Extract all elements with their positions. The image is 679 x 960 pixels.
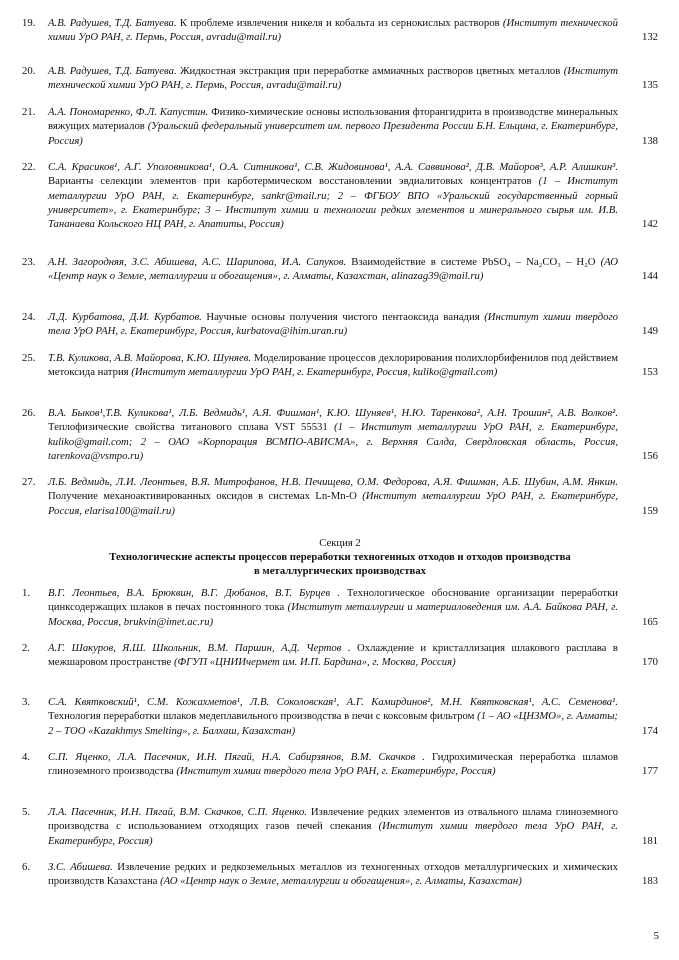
toc-entry-21 [22, 105, 658, 148]
entry-title: Технология переработки шлаков медеплавильного производства в печи с коксовым фильтром [48, 710, 478, 723]
entry-title: Теплофизические свойства титанового сплава VST 55531 [48, 421, 335, 434]
entry-authors: А.Г. Шакуров, Я.Ш. Школьник, В.М. Паршин, А.Д. Чертов . [48, 642, 351, 654]
toc-entry-19 [22, 16, 658, 45]
entry-page: 170 [641, 656, 658, 669]
entry-number: 25. [22, 352, 36, 364]
entry-affiliation: (АО «Центр наук о Земле, металлургии и обогащения», г. Алматы, Казахстан) [160, 875, 522, 888]
entry-affiliation: (Институт химии твердого тела УрО РАН, г. Екатеринбург, Россия) [48, 820, 618, 847]
entry-affiliation: (1 – Институт металлургии УрО РАН, г. Екатеринбург, sankr@mail.ru; 2 – ФГБОУ ВПО «Уральский государственный горный университет», г. Екатеринбург; 3 – Институт химии и технологии редких элементов и минерального сырья им. И.В. Тананаева Кольского НЦ РАН, г. Апатиты, Россия) [48, 175, 618, 231]
entry-number: 1. [22, 587, 31, 599]
entry-affiliation: (1 – Институт металлургии УрО РАН, г. Екатеринбург, kuliko@gmail.com; 2 – ОАО «Корпорация ВСМПО-АВИСМА», г. Верхняя Салда, Свердловская область, Россия, tarenkova@vsmpo.ru) [48, 421, 619, 462]
entry-authors: С.П. Яценко, Л.А. Пасечник, И.Н. Пягай, Н.А. Сабирзянов, В.М. Скачков . [48, 751, 425, 763]
entry-title: Взаимодействие в системе PbSO₄ – Na₂CO₃ – H₂O [346, 256, 601, 268]
entry-page: 183 [641, 875, 658, 888]
entry-title: Моделирование процессов дехлорирования полихлорбифенилов под действием метоксида натрия [48, 352, 618, 379]
entry-number: 23. [22, 256, 36, 268]
entry-title: Извлечение редких элементов из отвального шлама глиноземного производства с использованием отходящих газов печей спекания [48, 806, 618, 833]
entry-authors: Т.В. Куликова, А.В. Майорова, К.Ю. Шуняев. [48, 352, 252, 364]
toc-entry-s2-6 [22, 860, 658, 889]
entry-page: 138 [641, 134, 658, 147]
entry-page: 159 [641, 504, 658, 517]
entry-page: 174 [641, 724, 658, 737]
toc-entry-27 [22, 475, 658, 518]
entry-affiliation: (1 – АО «ЦНЗМО», г. Алматы; 2 – ТОО «Kazakhmys Smelting», г. Балхаш, Казахстан) [48, 710, 618, 737]
entry-page: 177 [641, 765, 658, 778]
entry-authors: С.А. Красиков¹, А.Г. Уполовникова¹, О.А. Ситникова¹, С.В. Жидовинова¹, А.А. Саввинова², Д.В. Майоров³, А.Р. Алишкин³. [48, 161, 618, 173]
entry-number: 24. [22, 311, 36, 323]
entry-title: Варианты селекции элементов при карботермическом восстановлении эвдиалитовых концентратов [48, 175, 539, 188]
section-title-line-2: в металлургических производствах [253, 565, 427, 577]
entry-title: Технологическое обоснование организации переработки цинксодержащих шлаков в печах постоянного тока [48, 587, 618, 614]
entry-page: 165 [641, 615, 658, 628]
entry-affiliation: (Институт металлургии и материаловедения им. А.А. Байкова РАН, г. Москва, Россия, brukvin@imet.ac.ru) [48, 601, 618, 628]
entry-title: К проблеме извлечения никеля и кобальта из сернокислых растворов [176, 17, 503, 29]
entry-number: 27. [22, 476, 36, 488]
entry-affiliation: (Уральский федеральный университет им. первого Президента России Б.Н. Ельцина, г. Екатеринбург, Россия) [48, 120, 618, 147]
entry-authors: В.Г. Леонтьев, В.А. Брюквин, В.Г. Дюбанов, В.Т. Бурцев . [48, 587, 340, 599]
entry-page: 156 [641, 449, 658, 462]
entry-number: 4. [22, 751, 31, 763]
entry-title: Физико-химические основы использования фторангидрита в производстве минеральных вяжущих материалов [48, 106, 618, 133]
entry-title: Охлаждение и кристаллизация шлакового расплава в межшаровом пространстве [48, 642, 618, 669]
entry-title: Получение механоактивированных оксидов в системах Ln-Mn-O [48, 490, 363, 503]
entry-affiliation: (Институт технической химии УрО РАН, г. Пермь, Россия, avradu@mail.ru) [48, 65, 618, 92]
entry-number: 19. [22, 17, 36, 29]
entry-number: 3. [22, 696, 31, 708]
entry-page: 132 [641, 31, 658, 44]
entry-title: Жидкостная экстракция при переработке аммиачных растворов цветных металлов [176, 65, 564, 77]
entry-title: Научные основы получения чистого пентаоксида ванадия [201, 311, 485, 323]
entry-page: 135 [641, 79, 658, 92]
entry-number: 5. [22, 806, 31, 818]
toc-entry-22 [22, 160, 658, 231]
section-heading: Секция 2 [319, 537, 361, 549]
entry-page: 142 [641, 218, 658, 231]
toc-entry-s2-5 [22, 805, 658, 848]
entry-authors: Л.Д. Курбатова, Д.И. Курбатов. [48, 311, 202, 323]
entry-authors: З.С. Абишева. [48, 861, 113, 873]
entry-page: 181 [641, 834, 658, 847]
page-number: 5 [653, 930, 659, 942]
section-title-line-1: Технологические аспекты процессов переработки техногенных отходов и отходов производства [109, 551, 571, 563]
toc-entry-20 [22, 64, 658, 93]
entry-affiliation: (ФГУП «ЦНИИчермет им. И.П. Бардина», г. Москва, Россия) [173, 656, 456, 669]
entry-authors: Л.Б. Ведмидь, Л.И. Леонтьев, В.Я. Митрофанов, Н.В. Печищева, О.М. Федорова, А.Я. Фишман, А.Б. Шубин, А.М. Янкин. [48, 476, 618, 488]
entry-number: 21. [22, 106, 36, 118]
toc-entry-s2-3 [22, 695, 658, 738]
entry-authors: А.В. Радушев, Т.Д. Батуева. [48, 65, 177, 77]
entry-authors: А.А. Пономаренко, Ф.Л. Капустин. [48, 106, 209, 118]
toc-entry-26 [22, 406, 658, 463]
entry-affiliation: (Институт металлургии УрО РАН, г. Екатеринбург, Россия, elarisa100@mail.ru) [48, 490, 618, 517]
entry-page: 153 [641, 366, 658, 379]
toc-entry-s2-1 [22, 586, 658, 629]
toc-entry-24 [22, 310, 658, 339]
entry-affiliation: (Институт технической химии УрО РАН, г. Пермь, Россия, avradu@mail.ru) [48, 17, 618, 44]
toc-entry-s2-4 [22, 750, 658, 779]
entry-authors: В.А. Быков¹,Т.В. Куликова¹, Л.Б. Ведмидь¹, А.Я. Фишман¹, К.Ю. Шуняев¹, Н.Ю. Таренкова², А.Н. Трошин², А.В. Волков². [48, 407, 618, 419]
entry-affiliation: (Институт металлургии УрО РАН, г. Екатеринбург, Россия, kuliko@gmail.com) [131, 366, 498, 379]
entry-page: 149 [641, 325, 658, 338]
toc-entry-25 [22, 351, 658, 380]
entry-authors: С.А. Квятковский¹, С.М. Кожахметов¹, Л.В. Соколовская¹, А.Г. Камирдинов², М.Н. Квятковская¹, А.С. Семенова¹. [48, 696, 618, 708]
entry-number: 6. [22, 861, 31, 873]
entry-page: 144 [641, 270, 658, 283]
entry-affiliation: (Институт химии твердого тела УрО РАН, г. Екатеринбург, Россия) [176, 765, 496, 778]
entry-authors: Л.А. Пасечник, И.Н. Пягай, В.М. Скачков, С.П. Яценко. [48, 806, 307, 818]
entry-number: 2. [22, 642, 31, 654]
entry-affiliation: (АО «Центр наук о Земле, металлургии и обогащения», г. Алматы, Казахстан, alinazag39@mail.ru) [48, 256, 618, 283]
entry-authors: А.В. Радушев, Т.Д. Батуева. [48, 17, 177, 29]
entry-title: Гидрохимическая переработка шламов глиноземного производства [48, 751, 618, 778]
entry-number: 26. [22, 407, 36, 419]
toc-entry-23 [22, 255, 658, 284]
entry-number: 22. [22, 161, 36, 173]
entry-title: Извлечение редких и редкоземельных металлов из техногенных отходов металлургических и химических производств Казахстана [48, 861, 618, 888]
section-header [20, 536, 660, 578]
entry-number: 20. [22, 65, 36, 77]
entry-affiliation: (Институт химии твердого тела УрО РАН, г. Екатеринбург, Россия, kurbatova@ihim.uran.ru) [48, 311, 618, 338]
toc-entry-s2-2 [22, 641, 658, 670]
entry-authors: А.Н. Загородняя, З.С. Абишева, А.С. Шарипова, И.А. Сапуков. [48, 256, 347, 268]
